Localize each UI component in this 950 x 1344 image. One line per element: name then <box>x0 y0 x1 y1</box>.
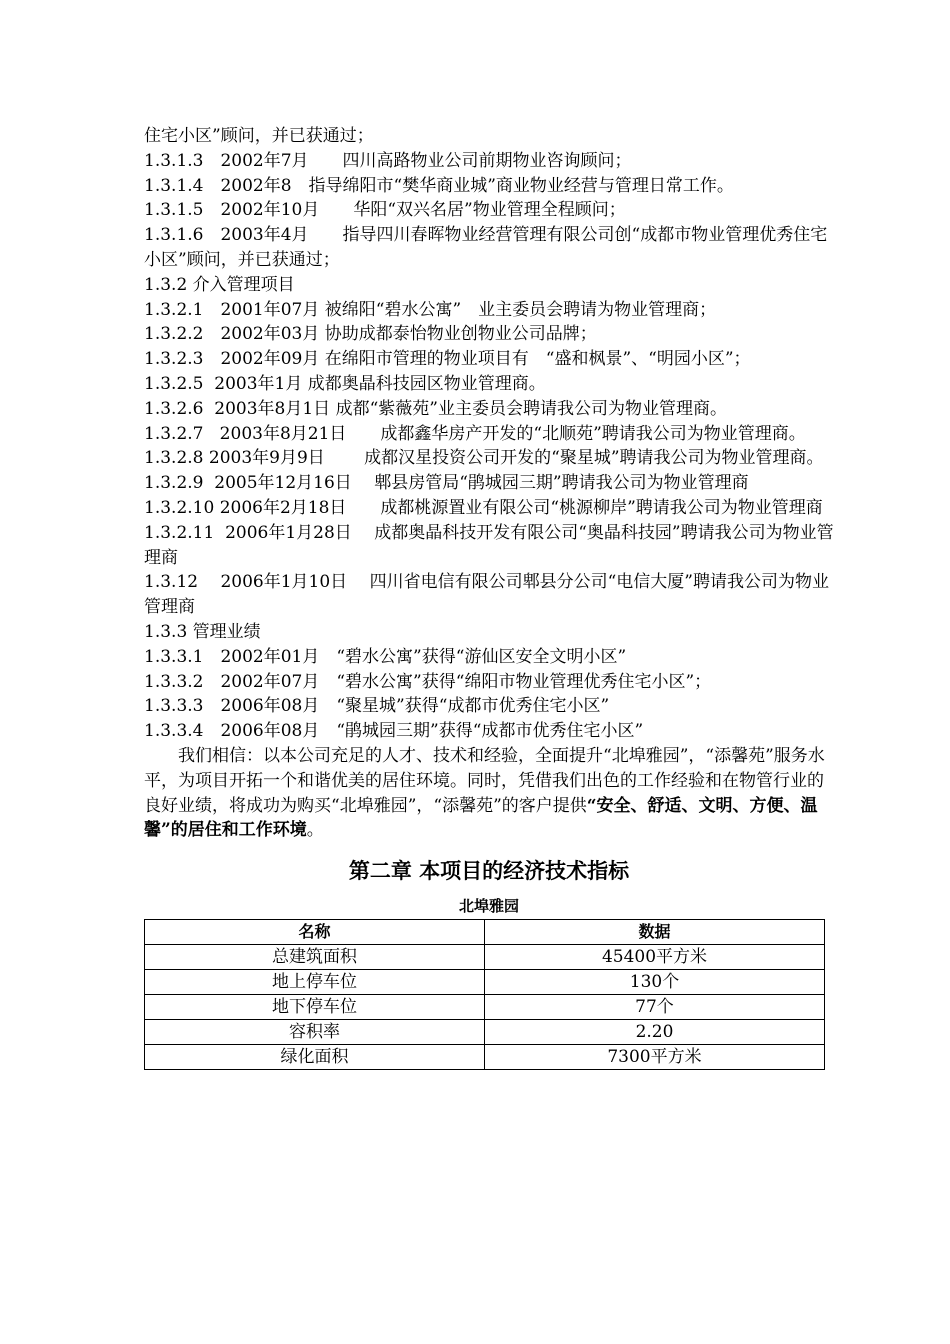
table-cell-name: 容积率 <box>145 1020 485 1045</box>
table-cell-name: 绿化面积 <box>145 1045 485 1070</box>
table-row <box>145 1045 825 1070</box>
paragraph: 1.3.2.7 2003年8月21日 成都鑫华房产开发的“北顺苑”聘请我公司为物业管理商。 <box>144 423 806 444</box>
table-cell-value: 2.20 <box>485 1020 825 1045</box>
paragraph: 1.3.1.3 2002年7月 四川高路物业公司前期物业咨询顾问； <box>144 150 632 171</box>
paragraph: 1.3.2.3 2002年09月 在绵阳市管理的物业项目有 “盛和枫景”、“明园小区”； <box>144 349 751 370</box>
paragraph: 1.3.2.5 2003年1月 成都奥晶科技园区物业管理商。 <box>144 373 546 394</box>
table-row <box>145 945 825 970</box>
paragraph: 1.3.1.5 2002年10月 华阳“双兴名居”物业管理全程顾问； <box>144 200 626 221</box>
paragraph: 1.3.2.10 2006年2月18日 成都桃源置业有限公司“桃源柳岸”聘请我公司为物业管理商 <box>144 497 823 518</box>
table-row <box>145 970 825 995</box>
paragraph: 1.3.2.11 2006年1月28日 成都奥晶科技开发有限公司“奥晶科技园”聘请我公司为物业管理商 <box>144 522 834 568</box>
paragraph: 1.3.3.2 2002年07月 “碧水公寓”获得“绵阳市物业管理优秀住宅小区”； <box>144 671 712 692</box>
paragraph: 1.3.2.1 2001年07月 被绵阳“碧水公寓” 业主委员会聘请为物业管理商； <box>144 299 717 320</box>
closing-bold-text: “安全、舒适、文明、方便、温馨”的居住和工作环境 <box>144 795 818 841</box>
paragraph: 1.3.2.8 2003年9月9日 成都汉星投资公司开发的“聚星城”聘请我公司为物业管理商。 <box>144 448 824 469</box>
table-cell-name: 总建筑面积 <box>145 945 485 970</box>
closing-text: 我们相信：以本公司充足的人才、技术和经验，全面提升“北埠雅园”，“添馨苑”服务水平，为项目开拓一个和谐优美的居住环境。同时，凭借我们出色的工作经验和在物管行业的良好业绩，将成功为购买“北埠雅园”，“添馨苑”的客户提供 <box>144 745 825 816</box>
closing-end: 。 <box>306 820 324 841</box>
table-cell-value: 77个 <box>485 995 825 1020</box>
document-content <box>144 124 834 1070</box>
paragraph: 1.3.1.4 2002年8 指导绵阳市“樊华商业城”商业物业经营与管理日常工作。 <box>144 175 734 196</box>
section-heading: 1.3.3 管理业绩 <box>144 621 261 642</box>
table-cell-name: 地下停车位 <box>145 995 485 1020</box>
closing-paragraph <box>144 744 834 843</box>
paragraph: 1.3.3.4 2006年08月 “鹃城园三期”获得“成都市优秀住宅小区” <box>144 721 644 742</box>
table-header-row <box>145 920 825 945</box>
paragraph: 住宅小区”顾问，并已获通过； <box>144 126 374 146</box>
table-title: 北埠雅园 <box>458 897 519 916</box>
section-heading: 1.3.2 介入管理项目 <box>144 274 295 295</box>
paragraph: 1.3.1.6 2003年4月 指导四川春晖物业经营管理有限公司创“成都市物业管理优秀住宅小区”顾问，并已获通过； <box>144 225 828 270</box>
paragraph: 1.3.2.2 2002年03月 协助成都泰怡物业创物业公司品牌； <box>144 324 597 345</box>
table-cell-value: 7300平方米 <box>485 1045 825 1070</box>
table-cell-value: 130个 <box>485 970 825 995</box>
chapter-title: 第二章 本项目的经济技术指标 <box>348 859 630 884</box>
table-row <box>145 995 825 1020</box>
paragraph: 1.3.2.9 2005年12月16日 郫县房管局“鹃城园三期”聘请我公司为物业管理商 <box>144 473 749 494</box>
paragraph: 1.3.2.6 2003年8月1日 成都“紫薇苑”业主委员会聘请我公司为物业管理商。 <box>144 398 727 419</box>
paragraph: 1.3.12 2006年1月10日 四川省电信有限公司郫县分公司“电信大厦”聘请我公司为物业管理商 <box>144 572 829 618</box>
table-row <box>145 1020 825 1045</box>
paragraph: 1.3.3.1 2002年01月 “碧水公寓”获得“游仙区安全文明小区” <box>144 646 627 667</box>
metrics-table <box>144 919 825 1070</box>
table-cell-name: 地上停车位 <box>145 970 485 995</box>
table-header-value: 数据 <box>485 920 825 945</box>
table-cell-value: 45400平方米 <box>485 945 825 970</box>
table-header-name: 名称 <box>145 920 485 945</box>
paragraph: 1.3.3.3 2006年08月 “聚星城”获得“成都市优秀住宅小区” <box>144 696 610 717</box>
